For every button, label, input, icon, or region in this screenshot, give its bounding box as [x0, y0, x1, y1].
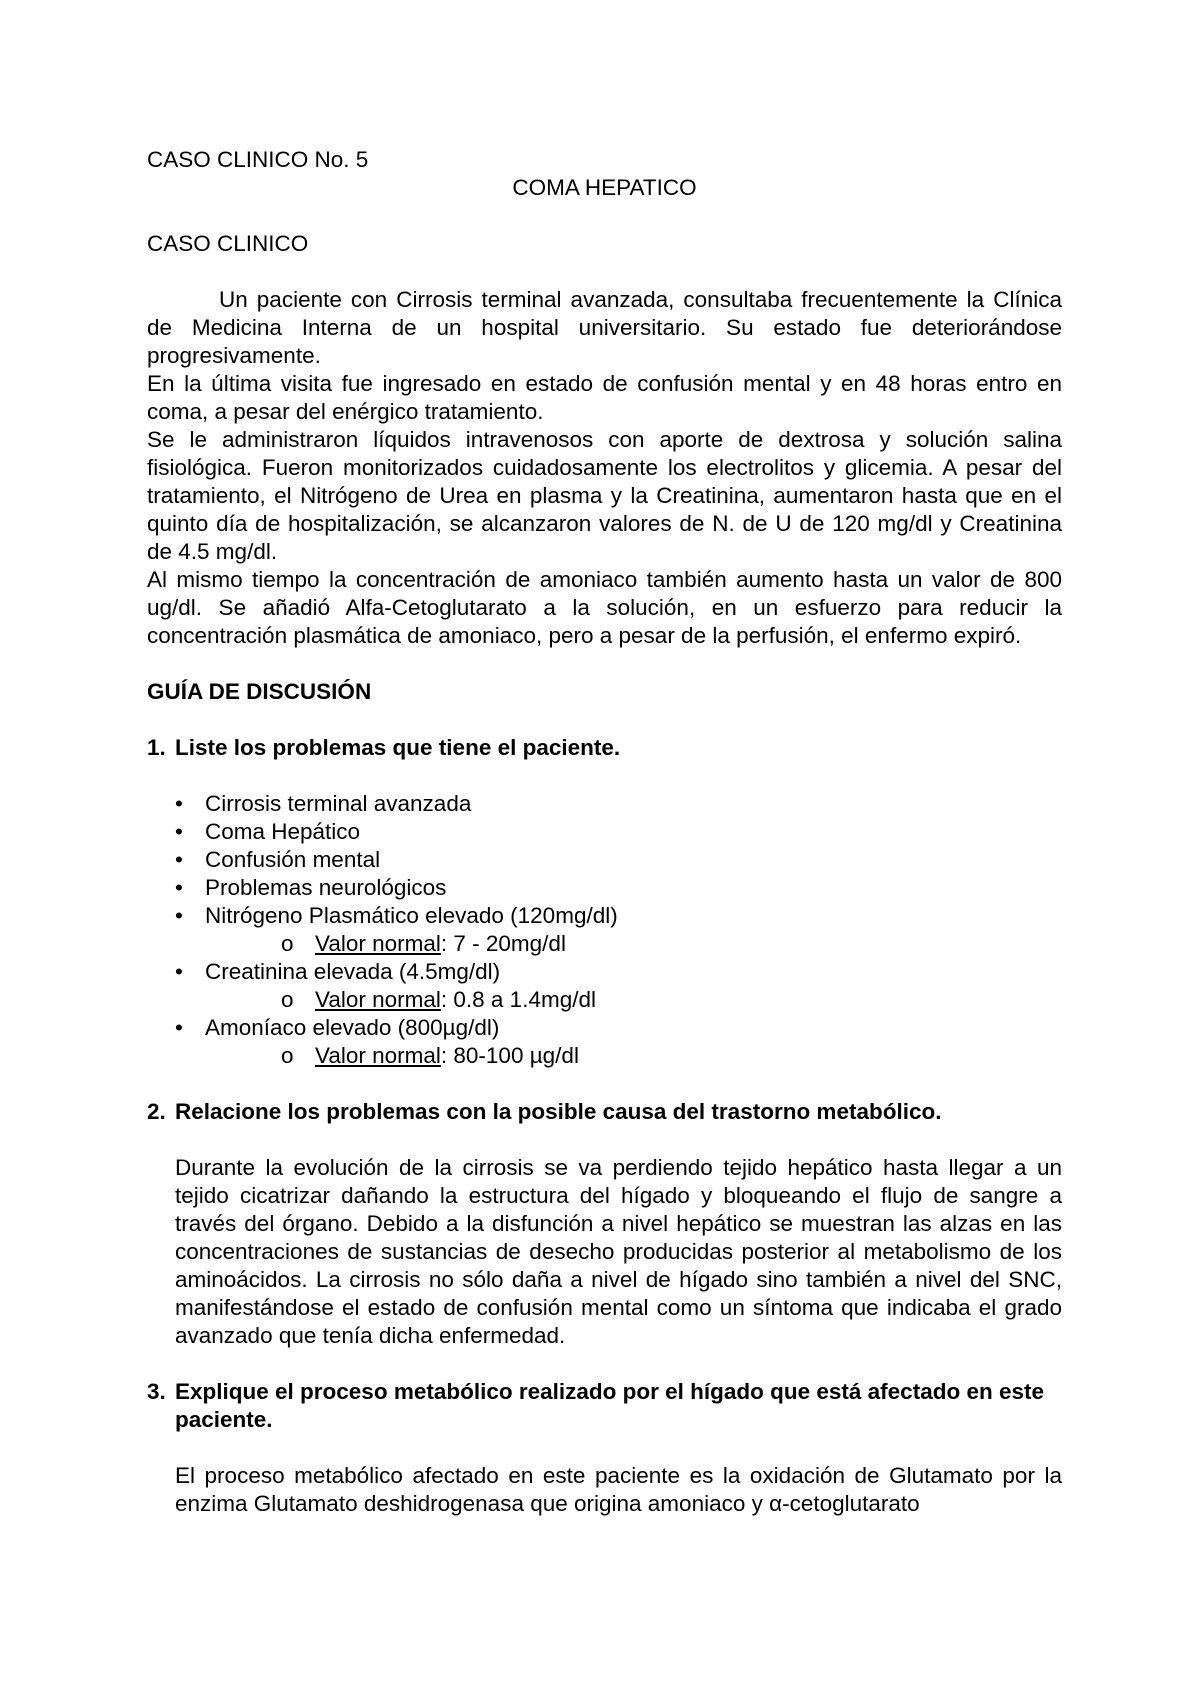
- question-1: [147, 734, 1062, 1098]
- section-heading-case: CASO CLINICO: [147, 231, 309, 256]
- answer-paragraph: Durante la evolución de la cirrosis se va perdiendo tejido hepático hasta llegar a un tejido cicatrizar dañando la estructura del hígado y bloqueando el flujo de sangre a través del órgano. Debido a la disfunción a nivel hepático se muestran las alzas en las concentraciones de sustancias de desecho producidas posterior al metabolismo de los aminoácidos. La cirrosis no sólo daña a nivel de hígado sino también a nivel del SNC, manifestándose el estado de confusión mental como un síntoma que indicaba el grado avanzado que tenía dicha enfermedad.: [175, 1155, 1062, 1348]
- case-paragraph-1: Un paciente con Cirrosis terminal avanzada, consultaba frecuentemente la Clínica de Medicina Interna de un hospital universitario. Su estado fue deteriorándose progresivamente.: [147, 287, 1062, 368]
- case-paragraph-3: Se le administraron líquidos intravenosos con aporte de dextrosa y solución salina fisiológica. Fueron monitorizados cuidadosamente los electrolitos y glicemia. A pesar del tratamiento, el Nitrógeno de Urea en plasma y la Creatinina, aumentaron hasta que en el quinto día de hospitalización, se alcanzaron valores de N. de U de 120 mg/dl y Creatinina de 4.5 mg/dl.: [147, 427, 1062, 564]
- bullet-icon: •: [175, 847, 183, 872]
- section-heading-guide: GUÍA DE DISCUSIÓN: [147, 679, 372, 704]
- normal-value-item: o Valor normal: 0.8 a 1.4mg/dl: [281, 987, 596, 1012]
- list-item: • Nitrógeno Plasmático elevado (120mg/dl) o Valor normal: 7 - 20mg/dl: [175, 902, 1062, 958]
- question-text: Relacione los problemas con la posible causa del trastorno metabólico.: [175, 1099, 942, 1124]
- list-item: • Problemas neurológicos: [175, 875, 447, 900]
- sub-bullet-icon: o: [281, 987, 294, 1012]
- list-item: • Amoníaco elevado (800µg/dl) o Valor normal: 80-100 µg/dl: [175, 1014, 1062, 1070]
- sub-bullet-icon: o: [281, 1043, 294, 1068]
- list-item: • Cirrosis terminal avanzada: [175, 791, 472, 816]
- sub-bullet-icon: o: [281, 931, 294, 956]
- bullet-icon: •: [175, 1015, 183, 1040]
- normal-value-item: o Valor normal: 80-100 µg/dl: [281, 1043, 579, 1068]
- question-text: Liste los problemas que tiene el paciente.: [175, 735, 621, 760]
- case-paragraph-2: En la última visita fue ingresado en estado de confusión mental y en 48 horas entro en coma, a pesar del enérgico tratamiento.: [147, 371, 1062, 424]
- question-number: 3.: [147, 1379, 166, 1404]
- problem-list: [147, 790, 1062, 1070]
- bullet-icon: •: [175, 959, 183, 984]
- document-title: COMA HEPATICO: [512, 175, 697, 200]
- normal-value-item: o Valor normal: 7 - 20mg/dl: [281, 931, 566, 956]
- bullet-icon: •: [175, 903, 183, 928]
- question-2: [147, 1098, 1062, 1378]
- bullet-icon: •: [175, 875, 183, 900]
- bullet-icon: •: [175, 791, 183, 816]
- question-text: Explique el proceso metabólico realizado por el hígado que está afectado en este paciente.: [175, 1379, 1044, 1432]
- answer-paragraph: El proceso metabólico afectado en este paciente es la oxidación de Glutamato por la enzima Glutamato deshidrogenasa que origina amoniaco y α-cetoglutarato: [175, 1463, 1062, 1516]
- list-item: • Confusión mental: [175, 847, 381, 872]
- question-number: 1.: [147, 735, 166, 760]
- list-item: • Creatinina elevada (4.5mg/dl) o Valor normal: 0.8 a 1.4mg/dl: [175, 958, 1062, 1014]
- discussion-questions: [147, 734, 1062, 1518]
- question-3: [147, 1378, 1062, 1518]
- list-item: • Coma Hepático: [175, 819, 361, 844]
- case-number: CASO CLINICO No. 5: [147, 147, 369, 172]
- question-number: 2.: [147, 1099, 166, 1124]
- bullet-icon: •: [175, 819, 183, 844]
- case-paragraph-4: Al mismo tiempo la concentración de amoniaco también aumento hasta un valor de 800 ug/dl. Se añadió Alfa-Cetoglutarato a la solución, en un esfuerzo para reducir la concentración plasmática de amoniaco, pero a pesar de la perfusión, el enfermo expiró.: [147, 567, 1062, 648]
